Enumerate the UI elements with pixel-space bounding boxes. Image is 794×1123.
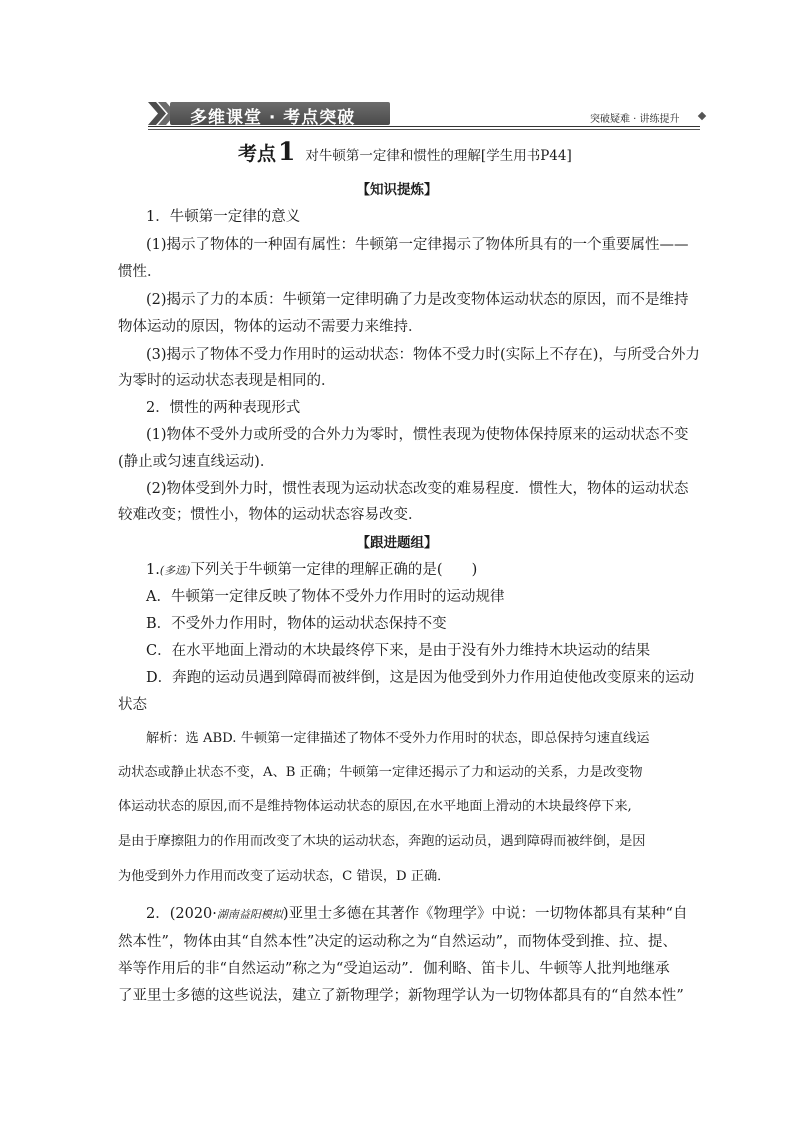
section-banner — [148, 100, 390, 127]
question-2-line3: 举等作用后的非“自然运动”称之为“受迫运动”．伽利略、笛卡儿、牛顿等人批判地继承 — [118, 961, 670, 977]
option-d: D．奔跑的运动员遇到障碍而被绊倒，这是因为他受到外力作用迫使他改变原来的运动 — [146, 670, 695, 686]
option-a: A．牛顿第一定律反映了物体不受外力作用时的运动规律 — [146, 589, 505, 605]
option-b: B．不受外力作用时，物体的运动状态保持不变 — [146, 616, 447, 632]
question-1-number: 1. — [146, 562, 160, 578]
option-d-continued: 状态 — [118, 697, 147, 713]
analysis-line: 是由于摩擦阻力的作用而改变了木块的运动状态，奔跑的运动员，遇到障碍而被绊倒，是因 — [118, 834, 646, 849]
question-2-prefix: 2．(2020· — [146, 906, 217, 922]
knowledge-p1-line2: 惯性． — [118, 264, 162, 280]
section-label: 考点 — [238, 143, 277, 165]
option-c: C．在水平地面上滑动的木块最终停下来，是由于没有外力维持木块运动的结果 — [146, 643, 651, 659]
knowledge-p1-line1: (1)揭示了物体的一种固有属性：牛顿第一定律揭示了物体所具有的一个重要属性—— — [146, 237, 689, 253]
question-2-line2: 然本性”，物体由其“自然本性”决定的运动称之为“自然运动”，而物体受到推、拉、提、 — [118, 934, 678, 950]
diamond-icon — [698, 112, 706, 120]
header-rule — [148, 126, 700, 127]
section-title: 对牛顿第一定律和惯性的理解[学生用书P44] — [305, 148, 572, 164]
knowledge-p2-line2: 物体运动的原因，物体的运动不需要力来维持． — [118, 319, 423, 335]
question-2-line4: 了亚里士多德的这些说法，建立了新物理学；新物理学认为一切物体都具有的“自然本性” — [118, 988, 684, 1004]
question-2-line1 — [146, 902, 687, 923]
question-2-text: )亚里士多德在其著作《物理学》中说：一切物体都具有某种“自 — [282, 906, 688, 922]
analysis-line: 为他受到外力作用而改变了运动状态，C 错误，D 正确． — [118, 869, 451, 884]
banner-title: 多维课堂 · 考点突破 — [190, 108, 356, 128]
section-heading — [238, 137, 572, 166]
knowledge-p5-line1: (2)物体受到外力时，惯性表现为运动状态改变的难易程度．惯性大，物体的运动状态 — [146, 481, 689, 497]
knowledge-p2-line1: (2)揭示了力的本质：牛顿第一定律明确了力是改变物体运动状态的原因，而不是维持 — [146, 292, 689, 308]
analysis-line: 体运动状态的原因,而不是维持物体运动状态的原因,在水平地面上滑动的木块最终停下来, — [118, 799, 632, 814]
question-1-stem — [146, 558, 477, 579]
knowledge-p5-line2: 较难改变；惯性小，物体的运动状态容易改变． — [118, 507, 423, 523]
knowledge-p3-line1: (3)揭示了物体不受力作用时的运动状态：物体不受力时(实际上不存在)，与所受合外力 — [146, 347, 700, 363]
knowledge-heading: 【知识提炼】 — [356, 182, 438, 198]
knowledge-p4-line2: (静止或匀速直线运动)． — [118, 454, 275, 470]
question-2-source: 湖南益阳模拟 — [216, 908, 283, 921]
section-number: 1 — [278, 137, 296, 166]
question-1-text: 下列关于牛顿第一定律的理解正确的是( ) — [190, 562, 478, 578]
knowledge-item-2-title: 2．惯性的两种表现形式 — [146, 400, 301, 416]
practice-heading: 【跟进题组】 — [356, 535, 438, 551]
knowledge-item-1-title: 1．牛顿第一定律的意义 — [146, 209, 301, 225]
knowledge-p4-line1: (1)物体不受外力或所受的合外力为零时，惯性表现为使物体保持原来的运动状态不变 — [146, 427, 689, 443]
header-right-tag: 突破疑难 · 讲练提升 — [590, 114, 680, 125]
question-1-tag: (多选) — [159, 564, 191, 577]
knowledge-p3-line2: 为零时的运动状态表现是相同的． — [118, 373, 336, 389]
header-rule-thin — [148, 129, 700, 130]
analysis-line: 动状态或静止状态不变，A、B 正确；牛顿第一定律还揭示了力和运动的关系，力是改变物 — [118, 765, 643, 780]
analysis-line: 解析：选 ABD. 牛顿第一定律描述了物体不受外力作用时的状态，即总保持匀速直线运 — [146, 731, 650, 746]
